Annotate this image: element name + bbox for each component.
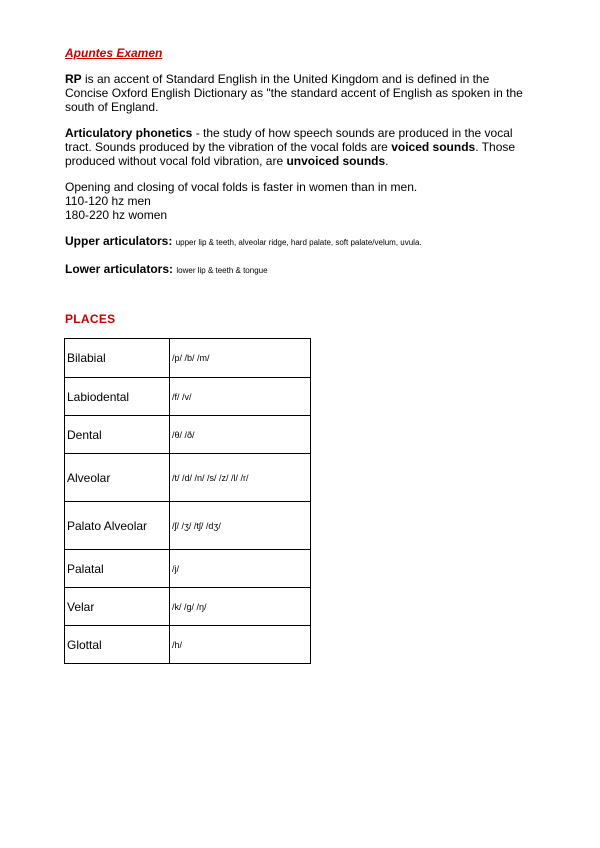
lower-articulators-label: Lower articulators:: [65, 262, 174, 276]
table-row: [65, 626, 311, 664]
vocal-folds-paragraph: [65, 180, 535, 222]
places-heading: PLACES: [65, 312, 116, 326]
place-name: Velar: [65, 588, 170, 626]
place-phonemes: /p/ /b/ /m/: [170, 339, 311, 378]
rp-term: RP: [65, 72, 82, 86]
upper-articulators-value: upper lip & teeth, alveolar ridge, hard palate, soft palate/velum, uvula.: [175, 238, 422, 247]
place-name: Alveolar: [65, 454, 170, 502]
table-row: [65, 454, 311, 502]
lower-articulators: [65, 262, 535, 278]
place-phonemes: /h/: [170, 626, 311, 664]
place-phonemes: /θ/ /ð/: [170, 416, 311, 454]
voiced-sounds-term: voiced sounds: [391, 140, 476, 154]
women-frequency-line: 180-220 hz women: [65, 208, 168, 222]
place-name: Palato Alveolar: [65, 502, 170, 550]
place-name: Dental: [65, 416, 170, 454]
vocal-folds-line: Opening and closing of vocal folds is faster in women than in men.: [65, 180, 418, 194]
phonetics-text-2: . Those produced without vocal fold vibration, are: [65, 140, 516, 168]
table-row: [65, 378, 311, 416]
place-name: Palatal: [65, 550, 170, 588]
places-table: [64, 338, 311, 664]
place-name: Bilabial: [65, 339, 170, 378]
document-title: Apuntes Examen: [65, 46, 163, 60]
place-phonemes: /k/ /g/ /ŋ/: [170, 588, 311, 626]
phonetics-text-1: - the study of how speech sounds are produced in the vocal tract. Sounds produced by the vibration of the vocal folds are: [65, 126, 513, 154]
articulatory-phonetics-paragraph: [65, 126, 535, 168]
table-row: [65, 339, 311, 378]
place-phonemes: /ʃ/ /ʒ/ /tʃ/ /dʒ/: [170, 502, 311, 550]
document-page: [65, 46, 535, 664]
rp-paragraph: [65, 72, 535, 114]
men-frequency-line: 110-120 hz men: [65, 194, 151, 208]
table-row: [65, 550, 311, 588]
place-name: Labiodental: [65, 378, 170, 416]
table-row: [65, 588, 311, 626]
unvoiced-sounds-term: unvoiced sounds: [286, 154, 386, 168]
phonetics-term: Articulatory phonetics: [65, 126, 193, 140]
place-phonemes: /t/ /d/ /n/ /s/ /z/ /l/ /r/: [170, 454, 311, 502]
place-phonemes: /j/: [170, 550, 311, 588]
phonetics-text-3: .: [385, 154, 389, 168]
place-name: Glottal: [65, 626, 170, 664]
rp-definition: is an accent of Standard English in the United Kingdom and is defined in the Concise Oxford English Dictionary as "the standard accent of English as spoken in the south of England.: [65, 72, 523, 114]
upper-articulators-label: Upper articulators:: [65, 234, 173, 248]
upper-articulators: [65, 234, 535, 250]
place-phonemes: /f/ /v/: [170, 378, 311, 416]
table-row: [65, 416, 311, 454]
table-row: [65, 502, 311, 550]
lower-articulators-value: lower lip & teeth & tongue: [176, 266, 268, 275]
